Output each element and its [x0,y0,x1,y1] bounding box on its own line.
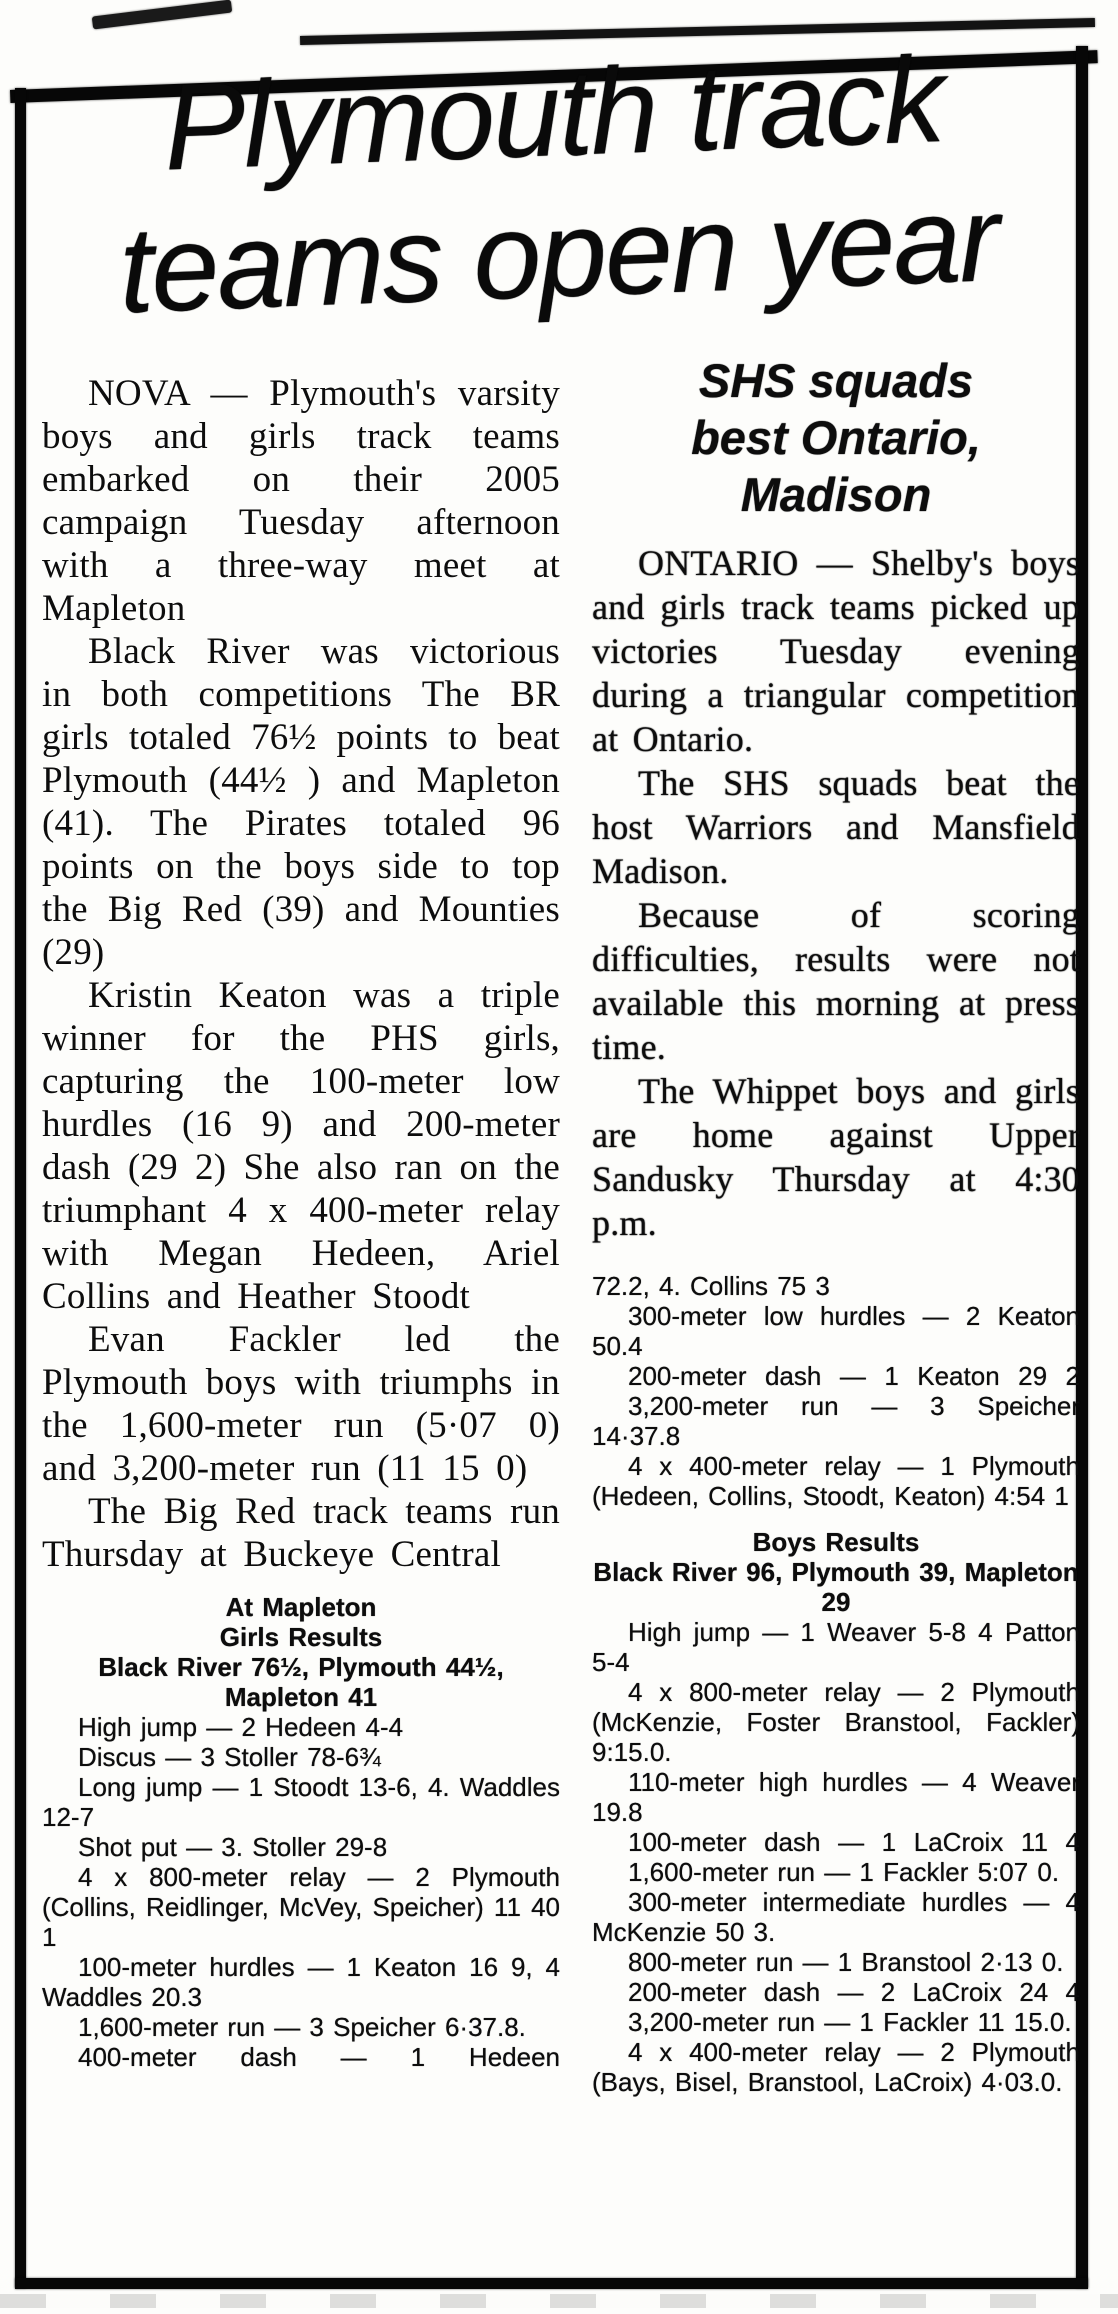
result-line: 300-meter intermediate hurdles — 4 McKenzie 50 3. [592,1887,1080,1947]
result-line: High jump — 2 Hedeen 4-4 [78,1712,404,1742]
scan-noise [0,2294,1118,2308]
result-line: Long jump — 1 Stoodt 13-6, 4. Waddles 12-7 [42,1772,560,1832]
boys-team-scores: Black River 96, Plymouth 39, Mapleton 29 [593,1557,1079,1617]
result-line: Discus — 3 Stoller 78-6¾ [78,1742,381,1772]
result-line: 4 x 800-meter relay — 2 Plymouth (Collins, Reidlinger, McVey, Speicher) 11 40 1 [42,1862,560,1952]
boys-results-header: Boys Results [752,1527,920,1557]
subhead-line-3: Madison [740,468,932,521]
result-line: 800-meter run — 1 Branstool 2·13 0. [628,1947,1064,1977]
body-paragraph: NOVA — Plymouth's varsity boys and girls track teams embarked on their 2005 campaign Tuesday afternoon with a three-way meet at Mapleton [42,373,560,629]
result-line: 200-meter dash — 2 LaCroix 24 4 [628,1977,1080,2007]
body-paragraph: ONTARIO — Shelby's boys and girls track teams picked up victories Tuesday evening during a triangular competition at Ontario. [592,543,1080,759]
right-column [592,352,1080,2097]
result-line: 4 x 400-meter relay — 2 Plymouth (Bays, Bisel, Branstool, LaCroix) 4·03.0. [592,2037,1080,2097]
subhead-line-2: best Ontario, [691,411,981,464]
result-line: High jump — 1 Weaver 5-8 4 Patton 5-4 [592,1617,1080,1677]
clipping-border-bottom [15,2278,1088,2289]
clipping-border-left [15,88,26,2288]
result-line: 100-meter hurdles — 1 Keaton 16 9, 4 Waddles 20.3 [42,1952,560,2012]
sub-headline [592,352,1080,523]
headline-line-2: teams open year [116,170,1000,339]
headline-line-1: Plymouth track [161,31,945,196]
body-paragraph: Kristin Keaton was a triple winner for the PHS girls, capturing the 100-meter low hurdles (16 9) and 200-meter dash (29 2) She also ran on the triumphant 4 x 400-meter relay with Megan Hedeen, Ariel Collins and Heather Stoodt [42,975,560,1317]
body-paragraph: The Whippet boys and girls are home against Upper Sandusky Thursday at 4:30 p.m. [592,1071,1080,1243]
body-paragraph: Because of scoring difficulties, results were not available this morning at press time. [592,895,1080,1067]
results-continuation-section [592,1271,1080,2097]
result-line: 100-meter dash — 1 LaCroix 11 4 [628,1827,1080,1857]
body-paragraph: The SHS squads beat the host Warriors and Mansfield Madison. [592,763,1080,891]
girls-team-scores: Black River 76½, Plymouth 44½, Mapleton 41 [98,1652,504,1712]
girls-results-section [42,1592,560,2072]
result-line: 200-meter dash — 1 Keaton 29 2 [628,1361,1080,1391]
result-line: 4 x 800-meter relay — 2 Plymouth (McKenzie, Foster Branstool, Fackler) 9:15.0. [592,1677,1080,1767]
result-line: 400-meter dash — 1 Hedeen [78,2042,560,2072]
left-column [42,372,560,2072]
result-line: 110-meter high hurdles — 4 Weaver 19.8 [592,1767,1080,1827]
subhead-line-1: SHS squads [698,354,974,407]
result-line: 300-meter low hurdles — 2 Keaton 50.4 [592,1301,1080,1361]
result-line: 72.2, 4. Collins 75 3 [592,1271,830,1301]
result-line: 4 x 400-meter relay — 1 Plymouth (Hedeen, Collins, Stoodt, Keaton) 4:54 1 [592,1451,1080,1511]
scan-streak [92,0,233,29]
results-location-header: At Mapleton [225,1592,377,1622]
body-paragraph: Black River was victorious in both competitions The BR girls totaled 76½ points to beat Plymouth (44½ ) and Mapleton (41). The Pirates totaled 96 points on the boys side to top the Big Red (39) and Mounties (29) [42,631,560,973]
body-paragraph: The Big Red track teams run Thursday at Buckeye Central [42,1491,560,1575]
body-paragraph: Evan Fackler led the Plymouth boys with triumphs in the 1,600-meter run (5·07 0) and 3,200-meter run (11 15 0) [42,1319,560,1489]
result-line: 1,600-meter run — 3 Speicher 6·37.8. [78,2012,526,2042]
result-line: 1,600-meter run — 1 Fackler 5:07 0. [628,1857,1060,1887]
result-line: Shot put — 3. Stoller 29-8 [78,1832,388,1862]
main-headline [42,25,1070,344]
result-line: 3,200-meter run — 1 Fackler 11 15.0. [628,2007,1072,2037]
girls-results-header: Girls Results [219,1622,383,1652]
result-line: 3,200-meter run — 3 Speicher 14·37.8 [592,1391,1080,1451]
